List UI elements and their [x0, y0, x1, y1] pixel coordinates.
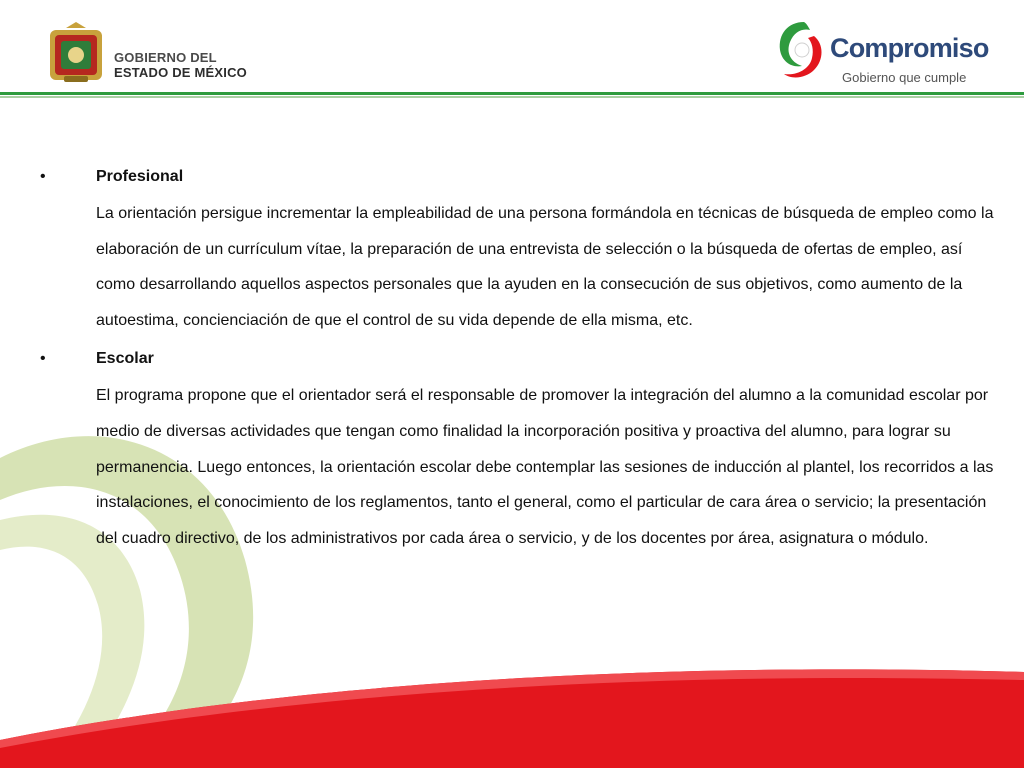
header-divider: [0, 0, 1024, 104]
government-line1: GOBIERNO DEL: [114, 50, 217, 65]
brand-tagline: Gobierno que cumple: [842, 70, 967, 85]
bullet: •: [40, 168, 46, 185]
brand-name: Compromiso: [830, 33, 989, 63]
content: [0, 160, 1024, 560]
section-escolar: [0, 342, 1024, 556]
bullet: •: [40, 350, 46, 368]
header: [0, 0, 1024, 104]
section-body: El programa propone que el orientador será el responsable de promover la integración del alumno a la comunidad escolar por medio de diversas actividades que tengan como finalidad la incorporación positiva y proactiva del alumno, para lograr su permanencia. Luego entonces, la orientación escolar debe contemplar las sesiones de inducción al plantel, los recorridos a las instalaciones, el conocimiento de los reglamentos, tanto el general, como el particular de cara área o servicio; la presentación del cuadro directivo, de los administrativos por cada área o servicio, y de los docentes por área, asignatura o módulo.: [96, 387, 994, 547]
section-title: Escolar: [96, 350, 154, 368]
section-title: Profesional: [96, 168, 184, 185]
section-profesional: [0, 160, 1024, 338]
section-body: La orientación persigue incrementar la empleabilidad de una persona formándola en técnicas de búsqueda de empleo como la elaboración de un currículum vítae, la preparación de una entrevista de selección o la búsqueda de ofertas de empleo, así como desarrollando aquellos aspectos personales que la ayuden en la consecución de sus objetivos, como aumento de la autoestima, concienciación de que el control de su vida depende de ella misma, etc.: [96, 205, 994, 329]
government-line2: ESTADO DE MÉXICO: [114, 65, 247, 80]
